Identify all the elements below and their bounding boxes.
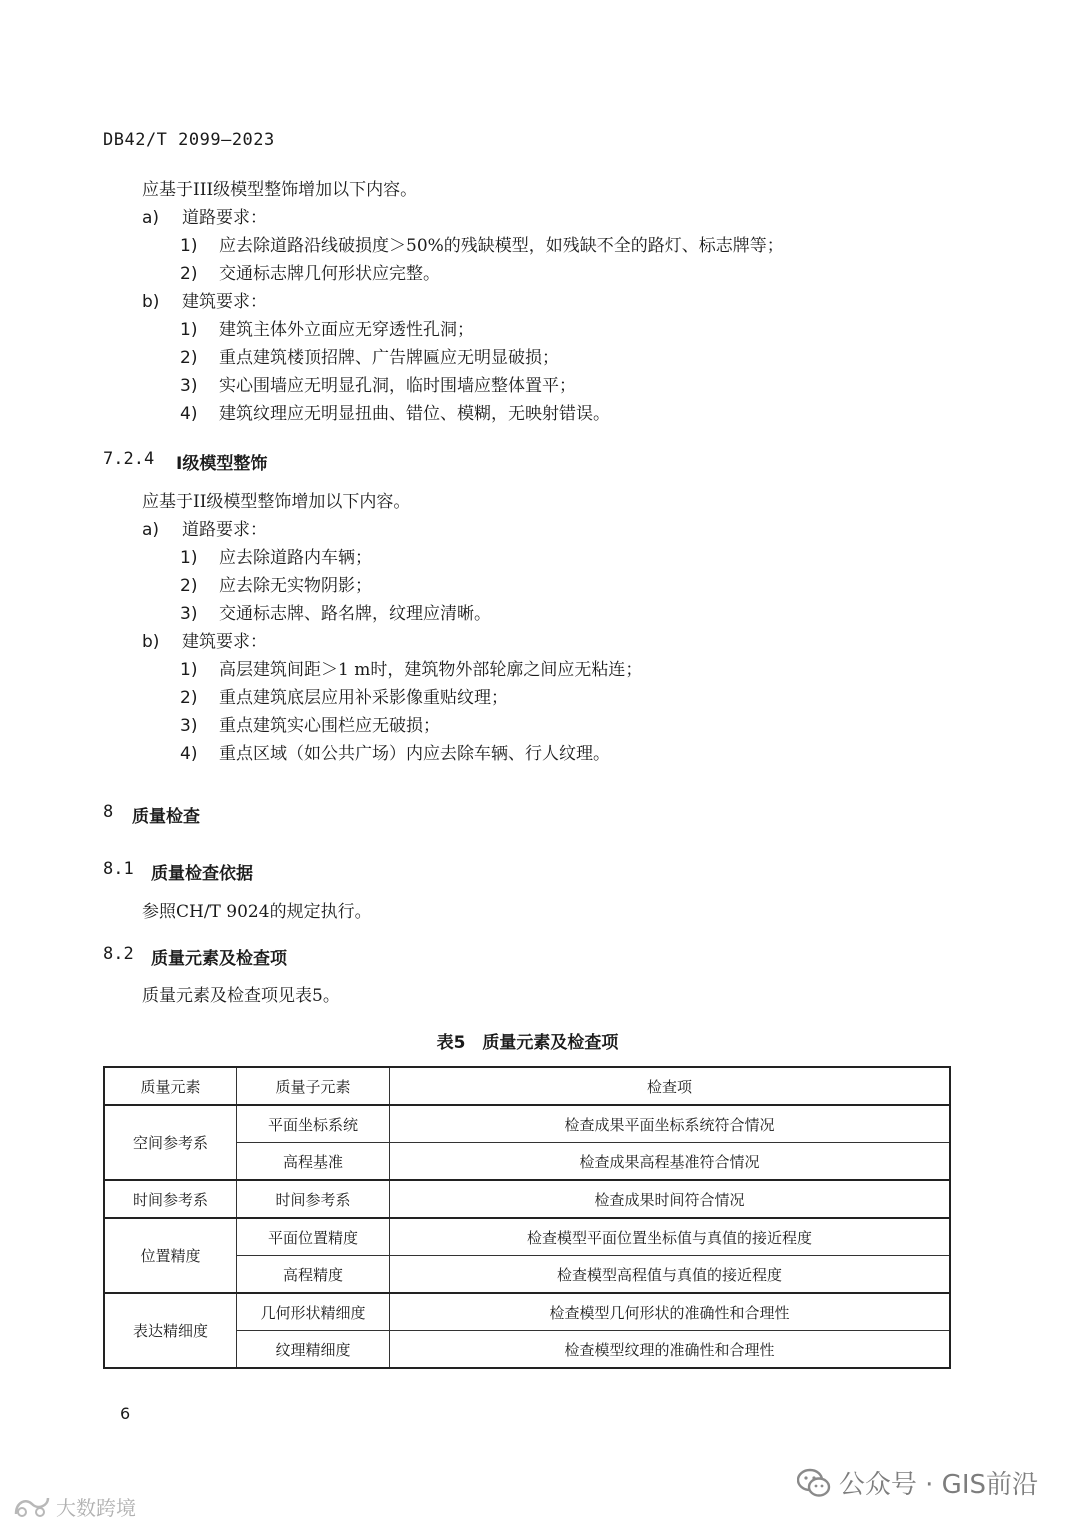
list-label: a) bbox=[142, 520, 160, 540]
table-header-row bbox=[104, 1067, 950, 1105]
watermark-text: 大数跨境 bbox=[56, 1496, 136, 1520]
list-heading: 建筑要求： bbox=[182, 632, 267, 652]
sub-element-cell: 时间参考系 bbox=[237, 1180, 390, 1218]
table-row bbox=[104, 1105, 950, 1143]
page-number: 6 bbox=[120, 1404, 131, 1423]
quality-table bbox=[103, 1066, 951, 1369]
check-item-cell: 检查成果时间符合情况 bbox=[390, 1180, 951, 1218]
check-item-cell: 检查模型平面位置坐标值与真值的接近程度 bbox=[390, 1218, 951, 1256]
list-item: 实心围墙应无明显孔洞，临时围墙应整体置平； bbox=[219, 376, 576, 396]
list-item: 重点建筑楼顶招牌、广告牌匾应无明显破损； bbox=[219, 348, 559, 368]
element-cell: 位置精度 bbox=[104, 1218, 237, 1293]
brand-logo-icon bbox=[12, 1494, 52, 1520]
element-cell: 空间参考系 bbox=[104, 1105, 237, 1180]
section-title: 质量检查依据 bbox=[151, 864, 253, 884]
element-cell: 表达精细度 bbox=[104, 1293, 237, 1368]
column-header: 质量元素 bbox=[104, 1067, 237, 1105]
check-item-cell: 检查模型纹理的准确性和合理性 bbox=[390, 1331, 951, 1369]
section-title: Ⅰ级模型整饰 bbox=[176, 454, 268, 474]
sub-element-cell: 高程基准 bbox=[237, 1143, 390, 1181]
list-item: 交通标志牌几何形状应完整。 bbox=[219, 264, 440, 284]
watermark-text: 公众号 · GIS前沿 bbox=[838, 1470, 1038, 1500]
table-row bbox=[104, 1293, 950, 1331]
list-item: 应去除无实物阴影； bbox=[219, 576, 372, 596]
sub-element-cell: 平面位置精度 bbox=[237, 1218, 390, 1256]
list-label: a) bbox=[142, 208, 160, 228]
table-caption: 表5 质量元素及检查项 bbox=[436, 1033, 619, 1053]
list-item-number: 2) bbox=[180, 264, 198, 284]
section-number: 7.2.4 bbox=[103, 449, 155, 469]
section-title: 质量检查 bbox=[132, 807, 200, 827]
section-number: 8.2 bbox=[103, 944, 134, 964]
list-item-number: 1) bbox=[180, 660, 198, 680]
brand-watermark bbox=[12, 1492, 136, 1521]
list-item: 应去除道路沿线破损度＞50%的残缺模型，如残缺不全的路灯、标志牌等； bbox=[219, 236, 784, 256]
list-item: 建筑主体外立面应无穿透性孔洞； bbox=[219, 320, 474, 340]
element-cell: 时间参考系 bbox=[104, 1180, 237, 1218]
body-paragraph: 参照CH/T 9024的规定执行。 bbox=[142, 902, 372, 922]
check-item-cell: 检查成果高程基准符合情况 bbox=[390, 1143, 951, 1181]
list-item: 重点建筑实心围栏应无破损； bbox=[219, 716, 440, 736]
list-item-number: 2) bbox=[180, 576, 198, 596]
check-item-cell: 检查模型高程值与真值的接近程度 bbox=[390, 1256, 951, 1294]
list-item-number: 1) bbox=[180, 320, 198, 340]
list-label: b) bbox=[142, 292, 160, 312]
list-heading: 道路要求： bbox=[182, 208, 267, 228]
list-item-number: 4) bbox=[180, 404, 198, 424]
section-number: 8.1 bbox=[103, 859, 134, 879]
body-paragraph: 质量元素及检查项见表5。 bbox=[142, 986, 340, 1006]
list-item-number: 1) bbox=[180, 236, 198, 256]
sub-element-cell: 平面坐标系统 bbox=[237, 1105, 390, 1143]
list-item-number: 3) bbox=[180, 376, 198, 396]
sub-element-cell: 纹理精细度 bbox=[237, 1331, 390, 1369]
list-item: 应去除道路内车辆； bbox=[219, 548, 372, 568]
list-item-number: 3) bbox=[180, 604, 198, 624]
intro-paragraph: 应基于III级模型整饰增加以下内容。 bbox=[142, 180, 418, 200]
check-item-cell: 检查模型几何形状的准确性和合理性 bbox=[390, 1293, 951, 1331]
list-heading: 道路要求： bbox=[182, 520, 267, 540]
list-item-number: 1) bbox=[180, 548, 198, 568]
check-item-cell: 检查成果平面坐标系统符合情况 bbox=[390, 1105, 951, 1143]
section-title: 质量元素及检查项 bbox=[151, 949, 287, 969]
list-item-number: 3) bbox=[180, 716, 198, 736]
list-label: b) bbox=[142, 632, 160, 652]
column-header: 检查项 bbox=[390, 1067, 951, 1105]
list-item: 交通标志牌、路名牌，纹理应清晰。 bbox=[219, 604, 491, 624]
table-row bbox=[104, 1218, 950, 1256]
list-item-number: 4) bbox=[180, 744, 198, 764]
list-item-number: 2) bbox=[180, 688, 198, 708]
list-item: 建筑纹理应无明显扭曲、错位、模糊，无映射错误。 bbox=[219, 404, 610, 424]
wechat-watermark bbox=[797, 1464, 1038, 1501]
list-item: 重点建筑底层应用补采影像重贴纹理； bbox=[219, 688, 508, 708]
list-item-number: 2) bbox=[180, 348, 198, 368]
intro-paragraph: 应基于II级模型整饰增加以下内容。 bbox=[142, 492, 411, 512]
section-number: 8 bbox=[103, 802, 114, 822]
table-row bbox=[104, 1180, 950, 1218]
column-header: 质量子元素 bbox=[237, 1067, 390, 1105]
list-heading: 建筑要求： bbox=[182, 292, 267, 312]
document-code: DB42/T 2099—2023 bbox=[103, 130, 275, 150]
sub-element-cell: 高程精度 bbox=[237, 1256, 390, 1294]
wechat-icon bbox=[797, 1468, 831, 1498]
list-item: 重点区域（如公共广场）内应去除车辆、行人纹理。 bbox=[219, 744, 610, 764]
sub-element-cell: 几何形状精细度 bbox=[237, 1293, 390, 1331]
list-item: 高层建筑间距＞1 m时，建筑物外部轮廓之间应无粘连； bbox=[219, 660, 643, 680]
